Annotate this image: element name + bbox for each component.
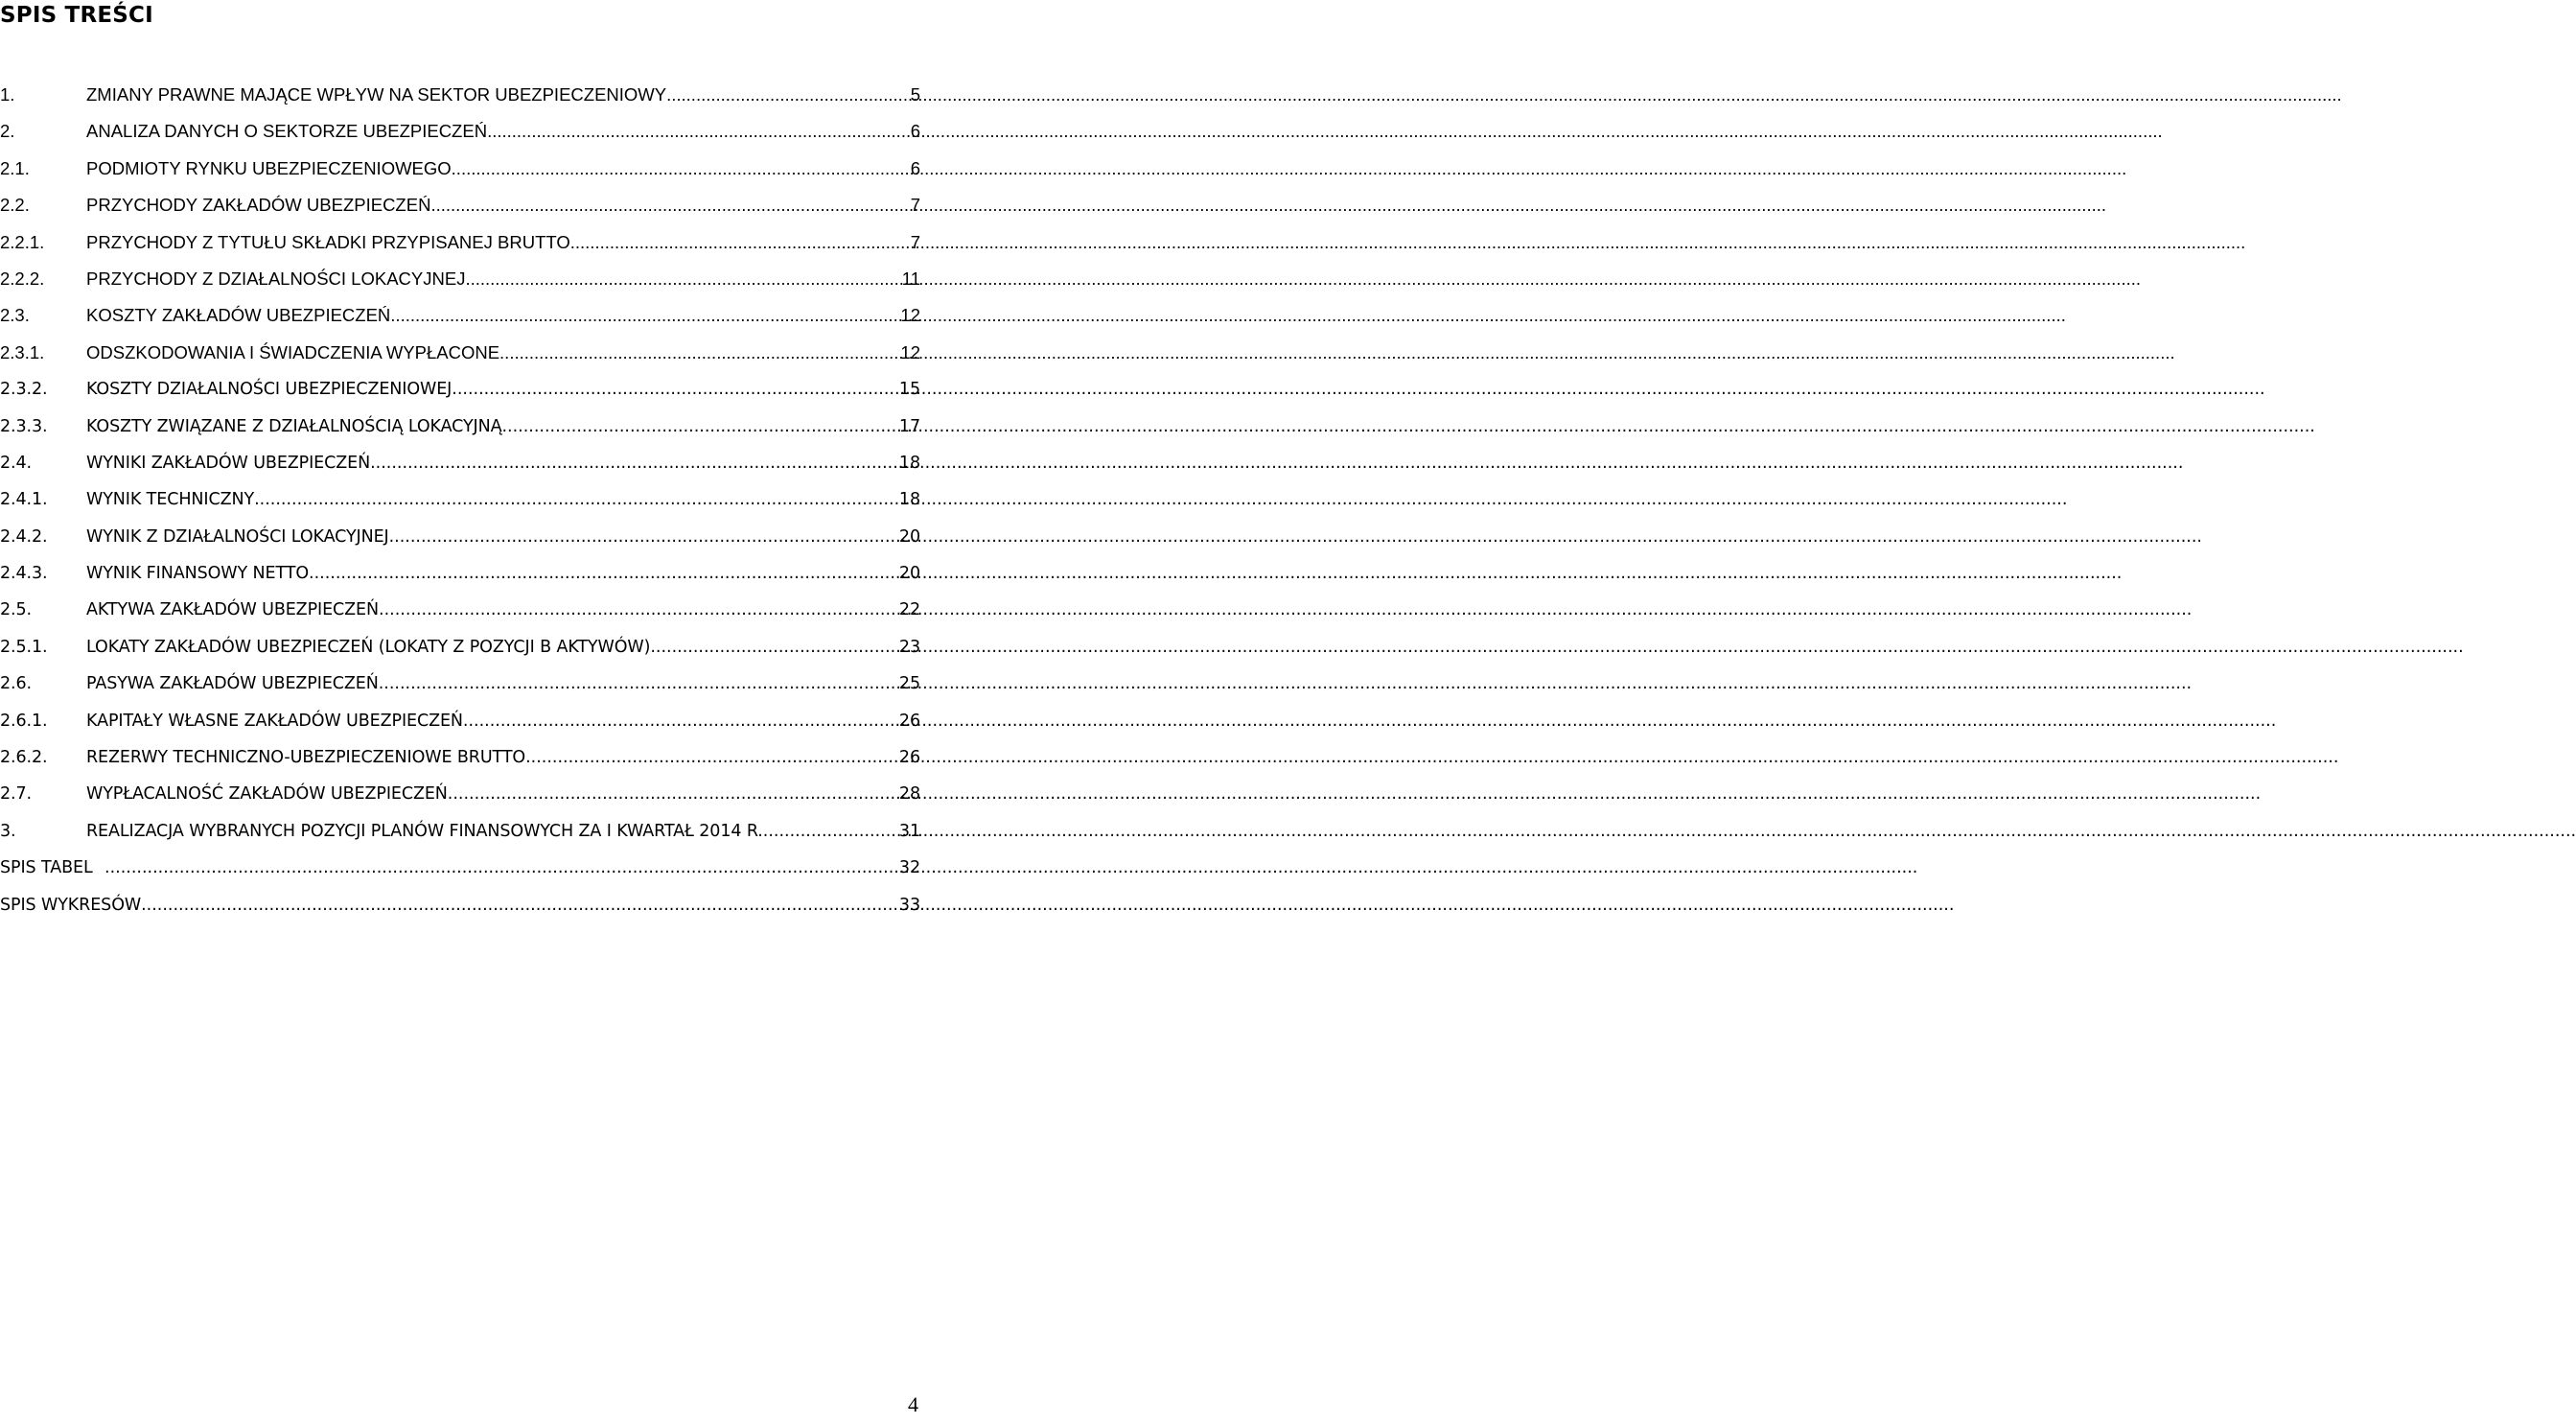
toc-entry-title: ZMIANY PRAWNE MAJĄCE WPŁYW NA SEKTOR UBEZPIECZENIOWY	[86, 84, 667, 105]
toc-dot-leader	[379, 592, 898, 628]
toc-entry[interactable]	[0, 297, 920, 334]
toc-entry[interactable]	[0, 776, 920, 812]
toc-entry-number: 2.6.2.	[0, 748, 48, 768]
toc-entry-page: 6	[910, 121, 920, 142]
toc-entry-title: KOSZTY ZAKŁADÓW UBEZPIECZEŃ	[86, 305, 391, 326]
toc-entry[interactable]	[0, 629, 920, 665]
toc-entry-title: WYPŁACALNOŚĆ ZAKŁADÓW UBEZPIECZEŃ	[86, 784, 448, 805]
toc-entry-number: 3.	[0, 821, 16, 841]
toc-entry[interactable]	[0, 481, 920, 518]
toc-entry[interactable]	[0, 887, 920, 923]
toc-entry-title: WYNIK Z DZIAŁALNOŚCI LOKACYJNEJ	[86, 526, 389, 547]
toc-entry[interactable]	[0, 77, 920, 113]
toc-entry-page: 12	[900, 305, 920, 326]
page-title: SPIS TREŚCI	[0, 3, 153, 28]
toc-entry[interactable]	[0, 850, 920, 886]
toc-entry[interactable]	[0, 592, 920, 628]
toc-entry-number: 2.6.1.	[0, 711, 48, 731]
toc-entry-page: 33	[898, 895, 920, 915]
toc-entry[interactable]	[0, 739, 920, 776]
document-page	[0, 0, 920, 1424]
toc-entry[interactable]	[0, 261, 920, 297]
toc-entry-page: 11	[901, 268, 920, 289]
toc-entry[interactable]	[0, 445, 920, 481]
toc-entry[interactable]	[0, 335, 920, 371]
toc-entry[interactable]	[0, 151, 920, 187]
toc-dot-leader	[763, 813, 898, 850]
toc-entry-page: 25	[898, 674, 920, 694]
toc-dot-leader	[570, 224, 910, 261]
toc-entry[interactable]	[0, 555, 920, 592]
toc-dot-leader	[370, 445, 898, 481]
toc-dot-leader	[309, 555, 898, 592]
page-number: 4	[908, 1392, 918, 1416]
toc-dot-leader	[141, 887, 898, 923]
toc-entry-page: 18	[898, 453, 920, 473]
toc-entry-title: PASYWA ZAKŁADÓW UBEZPIECZEŃ	[86, 674, 379, 694]
toc-entry-number: 2.7.	[0, 784, 32, 805]
toc-dot-leader	[430, 187, 909, 223]
toc-dot-leader	[465, 261, 900, 297]
toc-entry-page: 7	[910, 195, 920, 216]
toc-dot-leader	[104, 850, 898, 886]
toc-entry-title: LOKATY ZAKŁADÓW UBEZPIECZEŃ (LOKATY Z POZYCJI B AKTYWÓW)	[86, 637, 651, 657]
toc-entry-page: 20	[898, 564, 920, 584]
toc-entry-page: 26	[898, 711, 920, 731]
toc-entry-title: KOSZTY DZIAŁALNOŚCI UBEZPIECZENIOWEJ	[86, 380, 453, 400]
toc-dot-leader	[452, 151, 910, 187]
toc-dot-leader	[448, 776, 898, 812]
table-of-contents	[0, 77, 920, 923]
toc-entry-title: KAPITAŁY WŁASNE ZAKŁADÓW UBEZPIECZEŃ	[86, 711, 463, 731]
toc-entry-title: WYNIK TECHNICZNY	[86, 490, 255, 510]
toc-entry-title: PRZYCHODY Z DZIAŁALNOŚCI LOKACYJNEJ	[86, 268, 466, 289]
toc-entry[interactable]	[0, 187, 920, 223]
toc-entry-page: 20	[898, 526, 920, 547]
toc-entry[interactable]	[0, 409, 920, 445]
toc-entry-page: 18	[898, 490, 920, 510]
toc-dot-leader	[463, 703, 898, 739]
toc-entry-title: REALIZACJA WYBRANYCH POZYCJI PLANÓW FINANSOWYCH ZA I KWARTAŁ 2014 R.	[86, 821, 763, 841]
toc-entry-number: 2.	[0, 121, 15, 142]
toc-entry-title: KOSZTY ZWIĄZANE Z DZIAŁALNOŚCIĄ LOKACYJNĄ	[86, 416, 502, 436]
toc-entry-number: 2.2.2.	[0, 268, 45, 289]
toc-entry[interactable]	[0, 665, 920, 702]
toc-entry-number: 2.4.	[0, 453, 32, 473]
toc-entry-page: 6	[910, 157, 920, 178]
toc-entry-page: 5	[910, 84, 920, 105]
toc-dot-leader	[389, 519, 898, 555]
toc-dot-leader	[525, 739, 898, 776]
toc-entry-title: REZERWY TECHNICZNO-UBEZPIECZENIOWE BRUTTO	[86, 748, 526, 768]
toc-entry-number: 2.3.	[0, 305, 30, 326]
toc-dot-leader	[379, 665, 898, 702]
toc-dot-leader	[487, 113, 910, 150]
toc-entry[interactable]	[0, 113, 920, 150]
toc-entry[interactable]	[0, 519, 920, 555]
toc-entry-title: AKTYWA ZAKŁADÓW UBEZPIECZEŃ	[86, 600, 379, 620]
toc-entry-title: ANALIZA DANYCH O SEKTORZE UBEZPIECZEŃ	[86, 121, 488, 142]
toc-entry-number: 2.2.	[0, 195, 30, 216]
toc-entry-number: 2.2.1.	[0, 231, 45, 252]
toc-entry-number: 2.5.	[0, 600, 32, 620]
toc-entry-number: 1.	[0, 84, 15, 105]
toc-entry-number: 2.5.1.	[0, 637, 48, 657]
toc-entry-title: PODMIOTY RYNKU UBEZPIECZENIOWEGO	[86, 157, 452, 178]
toc-entry-title: WYNIK FINANSOWY NETTO	[86, 564, 309, 584]
toc-entry-page: 12	[900, 341, 920, 362]
toc-entry[interactable]	[0, 703, 920, 739]
toc-entry-title: PRZYCHODY Z TYTUŁU SKŁADKI PRZYPISANEJ BRUTTO	[86, 231, 570, 252]
toc-dot-leader	[666, 77, 910, 113]
toc-dot-leader	[254, 481, 898, 518]
toc-entry-number: 2.4.2.	[0, 526, 48, 547]
toc-entry-page: 22	[898, 600, 920, 620]
toc-entry-number: 2.1.	[0, 157, 30, 178]
toc-dot-leader	[501, 409, 897, 445]
toc-entry-title: SPIS TABEL	[0, 858, 93, 878]
toc-entry-number: 2.3.2.	[0, 380, 48, 400]
toc-entry-page: 32	[898, 858, 920, 878]
toc-entry-page: 15	[898, 380, 920, 400]
toc-entry-number: 2.6.	[0, 674, 32, 694]
toc-dot-leader	[499, 335, 899, 371]
toc-entry-number: 2.4.3.	[0, 564, 48, 584]
toc-dot-leader	[452, 371, 898, 408]
toc-entry[interactable]	[0, 224, 920, 261]
toc-entry-title: PRZYCHODY ZAKŁADÓW UBEZPIECZEŃ	[86, 195, 431, 216]
toc-entry-page: 17	[898, 416, 920, 436]
toc-entry-page: 23	[898, 637, 920, 657]
toc-entry[interactable]	[0, 813, 920, 850]
toc-entry-number: 2.3.3.	[0, 416, 48, 436]
toc-entry-title: ODSZKODOWANIA I ŚWIADCZENIA WYPŁACONE	[86, 341, 500, 362]
toc-dot-leader	[650, 629, 898, 665]
toc-entry-page: 28	[898, 784, 920, 805]
toc-entry-title: WYNIKI ZAKŁADÓW UBEZPIECZEŃ	[86, 453, 371, 473]
toc-dot-leader	[390, 297, 899, 334]
toc-entry[interactable]	[0, 371, 920, 408]
toc-entry-page: 31	[898, 821, 920, 841]
toc-entry-page: 7	[910, 231, 920, 252]
toc-entry-number: 2.3.1.	[0, 341, 45, 362]
toc-entry-number: 2.4.1.	[0, 490, 48, 510]
toc-entry-page: 26	[898, 748, 920, 768]
toc-entry-title: SPIS WYKRESÓW	[0, 895, 142, 915]
